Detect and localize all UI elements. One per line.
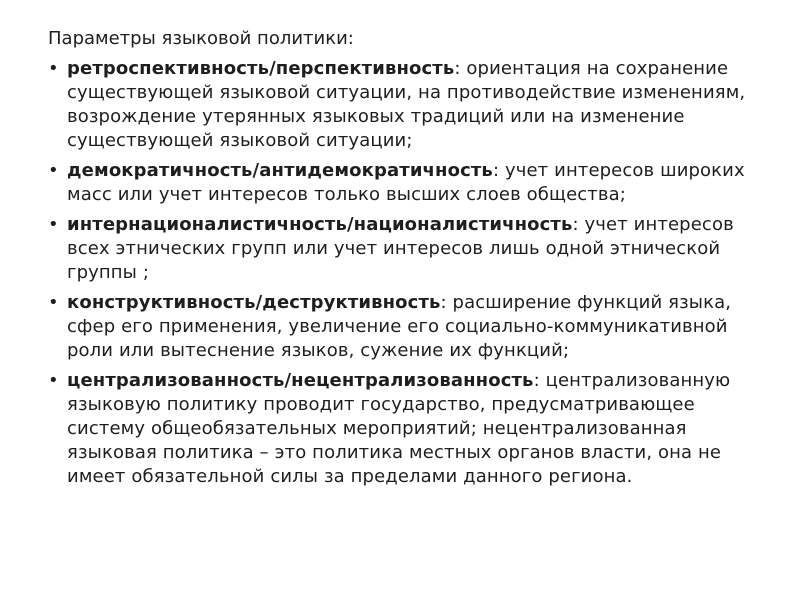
list-item-internationalism xyxy=(48,213,778,285)
item-term: централизованность/нецентрализованность xyxy=(67,370,534,391)
item-description: : учет интересов широких масс или учет интересов только высших слоев общества; xyxy=(67,160,745,205)
item-description: : ориентация на сохранение существующей языковой ситуации, на противодействие изменениям, возрождение утерянных языковых традиций или на изменение существующей языковой ситуации; xyxy=(67,58,746,151)
list-item-democracy xyxy=(48,159,778,207)
item-term: демократичность/антидемократичность xyxy=(67,160,493,181)
parameter-list xyxy=(48,57,778,495)
item-term: конструктивность/деструктивность xyxy=(67,292,441,313)
list-item-centralization xyxy=(48,369,778,489)
list-item-retrospectivity xyxy=(48,57,778,153)
item-description: : расширение функций языка, сфер его применения, увеличение его социально-коммуникативной роли или вытеснение языков, сужение их функций; xyxy=(67,292,732,361)
bullet-icon: • xyxy=(48,292,59,313)
item-term: интернационалистичность/националистичность xyxy=(67,214,573,235)
item-description: : учет интересов всех этнических групп или учет интересов лишь одной этнической группы ; xyxy=(67,214,734,283)
bullet-icon: • xyxy=(48,58,59,79)
bullet-icon: • xyxy=(48,370,59,391)
item-term: ретроспективность/перспективность xyxy=(67,58,455,79)
list-item-constructiveness xyxy=(48,291,778,363)
item-description: : централизованную языковую политику проводит государство, предусматривающее систему общеобязательных мероприятий; нецентрализованная языковая политика – это политика местных органов власти, она не имеет обязательной силы за пределами данного региона. xyxy=(67,370,731,487)
slide-heading: Параметры языковой политики: xyxy=(48,28,354,49)
bullet-icon: • xyxy=(48,160,59,181)
bullet-icon: • xyxy=(48,214,59,235)
